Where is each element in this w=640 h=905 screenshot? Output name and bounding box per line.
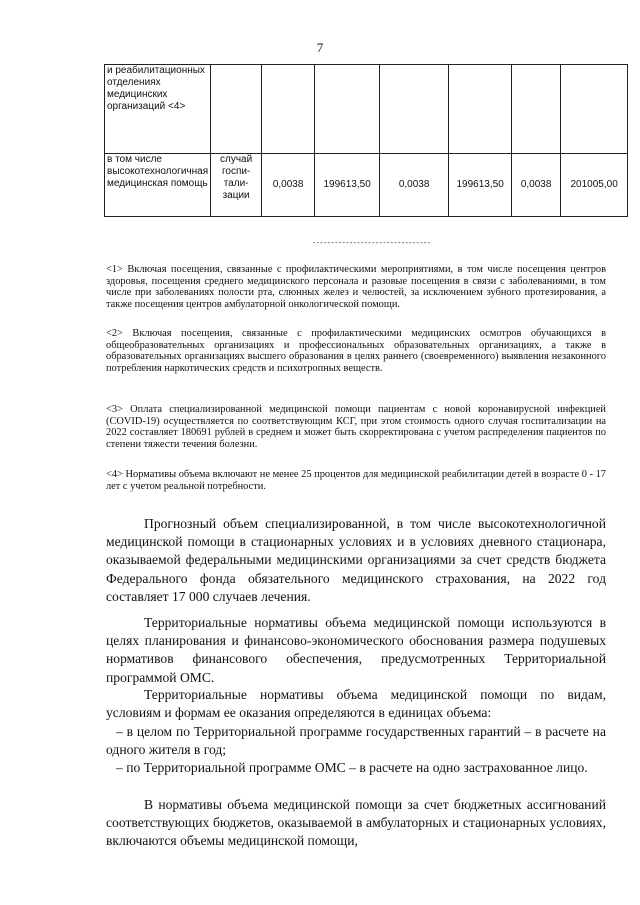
- footnote-1: <1> Включая посещения, связанные с профилактическими мероприятиями, в том числе посещения центров здоровья, посещения среднего медицинского персонала и разовые посещения в связи с заболеваниями, в том числе при заболеваниях полости рта, слюнных желез и челюстей, за исключением зубного протезирования, а также посещения центров амбулаторной онкологической помощи.: [106, 264, 606, 310]
- table-cell-unit: [211, 65, 262, 154]
- table-cell: [449, 65, 512, 154]
- table-cell: [380, 65, 449, 154]
- paragraph: Территориальные нормативы объема медицинской помощи используются в целях планирования и финансово-экономического обоснования размера подушевых нормативов финансового обеспечения, предусмотренных Территориальной программой ОМС.: [106, 615, 606, 685]
- paragraph: В нормативы объема медицинской помощи за счет бюджетных ассигнований соответствующих бюджетов, оказываемой в амбулаторных и стационарных условиях, включаются объемы медицинской помощи,: [106, 797, 606, 849]
- list-item: – по Территориальной программе ОМС – в расчете на одно застрахованное лицо.: [116, 760, 588, 775]
- page-number: 7: [316, 40, 324, 55]
- table-cell: 199613,50: [315, 154, 380, 217]
- footnote-separator: --------------------------------: [312, 240, 431, 248]
- table-cell: [315, 65, 380, 154]
- norms-table: [104, 64, 628, 217]
- table-cell-unit: случай госпи-тали-зации: [211, 154, 262, 217]
- footnote-4: <4> Нормативы объема включают не менее 25 процентов для медицинской реабилитации детей в возрасте 0 - 17 лет с учетом реальной потребности.: [106, 469, 606, 492]
- table-cell: 199613,50: [449, 154, 512, 217]
- table-cell: 0,0038: [380, 154, 449, 217]
- footnote-2: <2> Включая посещения, связанные с профилактическими медицинских осмотров обучающихся в общеобразовательных организациях и профессиональных образовательных организациях, а также в образовательных организациях высшего образования в целях раннего (своевременного) выявления незаконного потребления наркотических средств и психотропных веществ.: [106, 328, 606, 374]
- footnote-3: <3> Оплата специализированной медицинской помощи пациентам с новой коронавирусной инфекцией (COVID-19) осуществляется по соответствующим КСГ, при этом стоимость одного случая госпитализации на 2022 составляет 180691 рублей в среднем и может быть скорректирована с учетом распределения пациентов по степени тяжести течения болезни.: [106, 404, 606, 450]
- paragraph: Прогнозный объем специализированной, в том числе высокотехнологичной медицинской помощи в стационарных условиях и в условиях дневного стационара, оказываемой федеральными медицинскими организациями за счет средств бюджета Федерального фонда обязательного медицинского страхования, на 2022 год составляет 17 000 случаев лечения.: [106, 516, 606, 604]
- table-cell: [262, 65, 315, 154]
- table-cell: 0,0038: [262, 154, 315, 217]
- table-cell-name: и реабилитационных отделениях медицинских организаций <4>: [105, 65, 211, 154]
- table-cell: [561, 65, 628, 154]
- table-cell: [512, 65, 561, 154]
- table-cell: 0,0038: [512, 154, 561, 217]
- table-row: [105, 65, 628, 154]
- paragraph: Территориальные нормативы объема медицинской помощи по видам, условиям и формам ее оказания определяются в единицах объема:: [106, 687, 606, 721]
- list-item: – в целом по Территориальной программе государственных гарантий – в расчете на одного жителя в год;: [106, 724, 606, 758]
- table-cell: 201005,00: [561, 154, 628, 217]
- table-cell-name: в том числе высокотехнологичная медицинская помощь: [105, 154, 211, 217]
- table-row: [105, 154, 628, 217]
